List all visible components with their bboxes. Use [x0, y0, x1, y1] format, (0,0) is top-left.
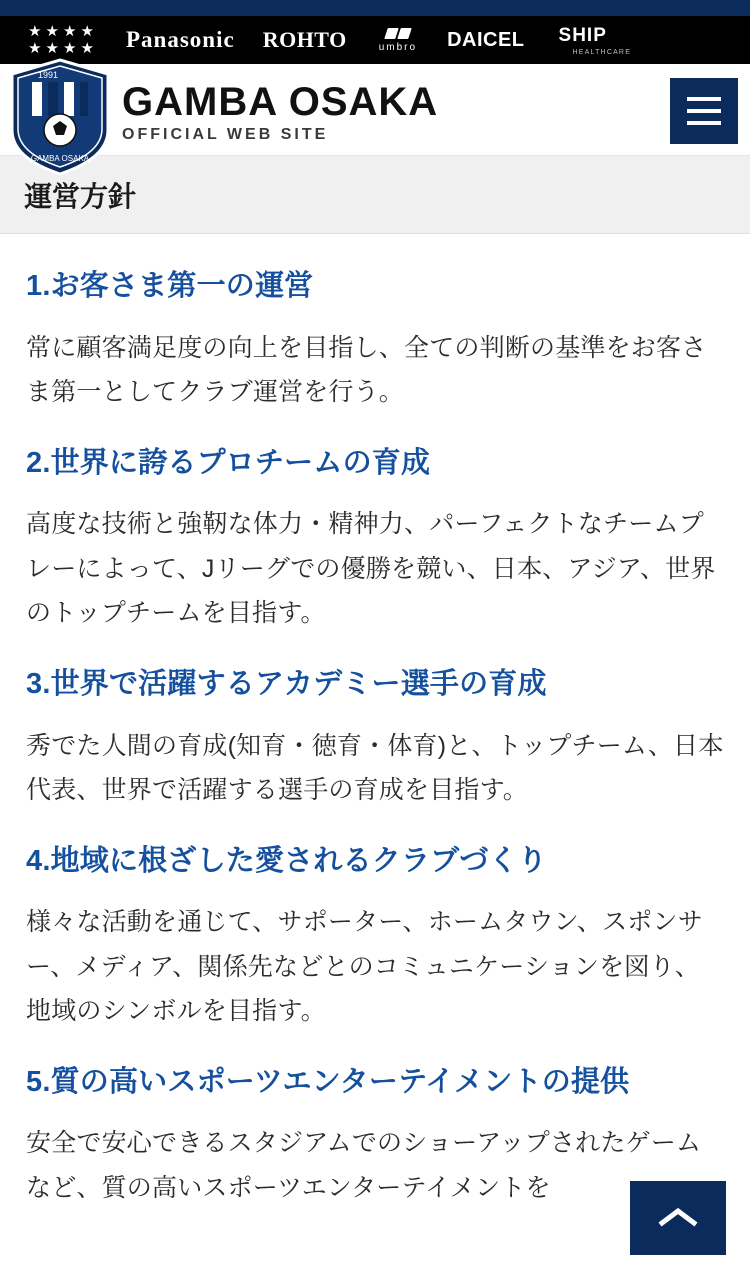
sponsor-rohto[interactable]	[263, 16, 347, 64]
brand-title: GAMBA OSAKA	[122, 80, 439, 124]
sponsor-bar	[0, 16, 750, 64]
sponsor-ship-label: SHIP	[558, 24, 607, 46]
policy-section-1	[26, 268, 724, 415]
policy-section-5	[26, 1064, 724, 1211]
sponsor-ship-sublabel: HEALTHCARE	[572, 48, 632, 56]
sponsor-panasonic[interactable]: Panasonic	[126, 27, 235, 52]
page-title-bar	[0, 156, 750, 234]
sponsor-rohto-label: ROHTO	[262, 27, 347, 52]
main-content	[0, 234, 750, 1210]
svg-text:GAMBA OSAKA: GAMBA OSAKA	[30, 154, 90, 163]
umbro-diamond-icon	[386, 28, 410, 39]
policy-section-3	[26, 666, 724, 813]
policy-heading-1: 1.お客さま第一の運営	[26, 270, 314, 302]
policy-heading-3: 3.世界で活躍するアカデミー選手の育成	[26, 667, 547, 700]
policy-section-2	[26, 445, 724, 636]
hamburger-menu-button[interactable]	[670, 78, 738, 144]
hamburger-line-icon	[687, 97, 721, 101]
sponsor-ship-healthcare[interactable]	[559, 16, 632, 64]
policy-body-5: 安全で安心できるスタジアムでのショーアップされたゲームなど、質の高いスポーツエンターテイメントを	[26, 1129, 702, 1202]
policy-body-1: 常に顧客満足度の向上を目指し、全ての判断の基準をお客さま第一としてクラブ運営を行う。	[26, 333, 707, 407]
hamburger-line-icon	[687, 121, 721, 125]
policy-heading-2: 2.世界に誇るプロチームの育成	[26, 446, 431, 479]
policy-body-3: 秀でた人間の育成(知育・徳育・体育)と、トップチーム、日本代表、世界で活躍する選手の育成を目指す。	[26, 731, 724, 805]
policy-section-4	[26, 843, 724, 1034]
sponsor-daicel[interactable]: DAICEL	[447, 28, 525, 51]
brand-subtitle: OFFICIAL WEB SITE	[122, 126, 329, 143]
sponsor-umbro-label: umbro	[378, 41, 418, 53]
policy-heading-4: 4.地域に根ざした愛されるクラブづくり	[26, 844, 547, 877]
site-header	[0, 64, 750, 163]
policy-body-4: 様々な活動を通じて、サポーター、ホームタウン、スポンサー、メディア、関係先などとのコミュニケーションを図り、地域のシンボルを目指す。	[26, 908, 703, 1026]
hamburger-line-icon	[687, 109, 721, 113]
top-strip	[0, 0, 750, 16]
policy-body-2: 高度な技術と強靭な体力・精神力、パーフェクトなチームプレーによって、Jリーグでの優勝を競い、日本、アジア、世界のトップチームを目指す。	[26, 510, 716, 628]
page-top-button[interactable]	[630, 1181, 726, 1255]
brand-block[interactable]	[122, 80, 438, 144]
svg-text:1991: 1991	[38, 70, 59, 80]
gamba-osaka-crest-icon[interactable]	[8, 58, 112, 176]
page-title: 運営方針	[24, 180, 137, 212]
policy-heading-5: 5.質の高いスポーツエンターテイメントの提供	[26, 1065, 630, 1098]
sponsor-stars-emblem[interactable]: ★ ★ ★ ★ ★ ★ ★ ★	[28, 22, 94, 57]
sponsor-umbro[interactable]	[379, 16, 417, 64]
chevron-up-icon	[656, 1203, 700, 1233]
